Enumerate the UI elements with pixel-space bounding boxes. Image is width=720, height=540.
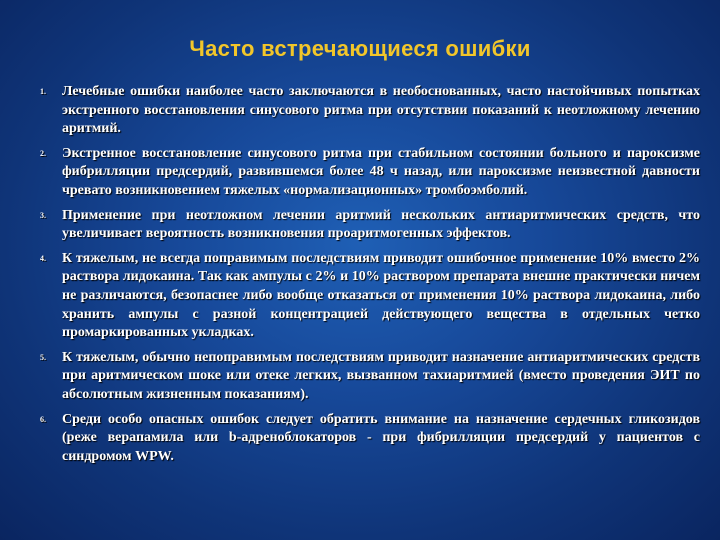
list-item-number: 1. — [40, 87, 46, 96]
list-item — [40, 145, 700, 201]
list-item — [40, 207, 700, 244]
list-item-text: Среди особо опасных ошибок следует обратить внимание на назначение сердечных гликозидов (реже верапамила или b-адреноблокаторов - при фибрилляции предсердий у пациентов с синдромом WPW. — [62, 411, 700, 464]
list-item — [40, 411, 700, 467]
errors-list — [40, 83, 700, 472]
list-item-text: К тяжелым, не всегда поправимым последствиям приводит ошибочное применение 10% вместо 2% раствора лидокаина. Так как ампулы с 2% и 10% раствором препарата внешне практически ничем не различаются, безопаснее либо вообще отказаться от применения 10% раствора лидокаина, либо хранить ампулы с разной концентрацией действующего вещества в отдельных четко промаркированных укладках. — [62, 250, 700, 341]
list-item-text: К тяжелым, обычно непоправимым последствиям приводит назначение антиаритмических средств при аритмическом шоке или отеке легких, вызванном тахиаритмией (вместо проведения ЭИТ по абсолютным жизненным показаниям). — [62, 349, 700, 402]
list-item-number: 3. — [40, 210, 46, 220]
list-item-text: Применение при неотложном лечении аритмий нескольких антиаритмических средств, что увеличивает вероятность возникновения проаритмогенных эффектов. — [62, 207, 700, 242]
list-item-text: Экстренное восстановление синусового ритма при стабильном состоянии больного и пароксизме фибрилляции предсердий, развившемся более 48 ч назад, или пароксизме неизвестной давности чревато возникновением тяжелых «нормализационных» тромбоэмболий. — [62, 145, 700, 198]
list-item — [40, 349, 700, 405]
list-item-number: 6. — [40, 414, 46, 424]
list-item-number: 4. — [40, 253, 46, 263]
list-item-text: Лечебные ошибки наиболее часто заключаются в необоснованных, часто настойчивых попытках экстренного восстановления синусового ритма при отсутствии показаний к неотложному лечению аритмий. — [62, 84, 700, 137]
list-item-number: 2. — [40, 148, 46, 158]
slide-title: Часто встречающиеся ошибки — [189, 36, 531, 61]
list-item-number: 5. — [40, 352, 46, 362]
list-item — [40, 83, 700, 139]
list-item — [40, 250, 700, 343]
